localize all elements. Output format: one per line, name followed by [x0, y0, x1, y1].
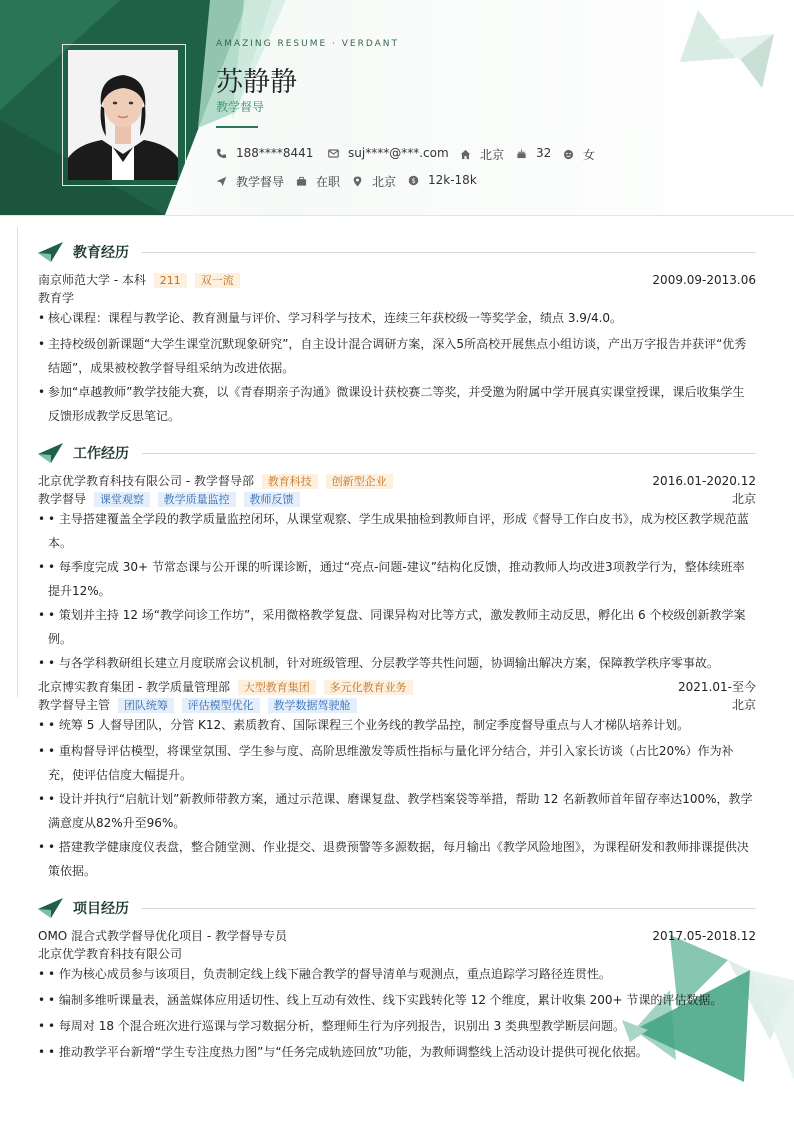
position-name: 教学督导主管: [38, 698, 111, 712]
section-flag-icon: [38, 443, 63, 463]
school-tag: 211: [154, 273, 187, 288]
section-flag-icon: [38, 242, 63, 262]
skill-tag: 教学数据驾驶舱: [268, 698, 357, 713]
job-position-row: [38, 490, 756, 508]
city-info: [352, 173, 396, 190]
job-dates: 2016.01-2020.12: [652, 474, 756, 488]
brand-label: AMAZING RESUME · VERDANT: [216, 39, 399, 49]
gender-info: [563, 146, 595, 163]
job-company-row: [38, 472, 756, 490]
list-item: • • 设计并执行“启航计划”新教师带教方案，通过示范课、磨课复盘、教学档案袋等举措，帮助 12 名新教师首年留存率达100%，教学满意度从82%升至96%。: [38, 792, 753, 830]
projects-divider: [142, 908, 756, 909]
company-name: 北京博实教育集团 - 教学质量管理部: [38, 680, 230, 694]
phone-info: [216, 146, 313, 160]
skill-tag: 课堂观察: [94, 492, 150, 507]
status-info: [296, 173, 340, 190]
company-name: 北京优学教育科技有限公司 - 教学督导部: [38, 474, 254, 488]
phone-icon: [216, 148, 227, 159]
education-heading: [38, 241, 129, 263]
project-name: OMO 混合式教学督导优化项目 - 教学督导专员: [38, 929, 288, 943]
intent-text: 教学督导: [236, 175, 285, 189]
education-dates: 2009.09-2013.06: [652, 273, 756, 287]
work-heading: [38, 442, 129, 464]
list-item: • • 每周对 18 个混合班次进行巡课与学习数据分析，整理师生行为序列报告，识别出 3 类典型教学断层问题。: [38, 1019, 626, 1033]
list-item: • 参加“卓越教师”教学技能大赛，以《青春期亲子沟通》微课设计获校赛二等奖，并受邀为附属中学开展真实课堂授课，课后收集学生反馈形成教学反思笔记。: [38, 385, 745, 423]
list-item: • • 主导搭建覆盖全学段的教学质量监控闭环，从课堂观察、学生成果抽检到教师自评，形成《督导工作白皮书》，成为校区教学规范蓝本。: [38, 512, 749, 550]
phone-text: 188****8441: [236, 146, 314, 160]
email-info: [328, 146, 449, 160]
projects-heading: [38, 897, 129, 919]
job-company-row: [38, 678, 756, 696]
cake-icon: [516, 148, 527, 159]
status-text: 在职: [316, 175, 341, 189]
gender-icon: [563, 149, 574, 160]
project-dates: 2017.05-2018.12: [652, 929, 756, 943]
title-underline: [216, 126, 258, 128]
school-tag: 双一流: [195, 273, 240, 288]
list-item: • • 推动教学平台新增“学生专注度热力图”与“任务完成轨迹回放”功能，为教师调整线上活动设计提供可视化依据。: [38, 1045, 648, 1059]
left-rule: [17, 227, 18, 697]
work-title: 工作经历: [73, 446, 129, 462]
profile-photo: [68, 50, 178, 180]
city-text: 北京: [372, 175, 397, 189]
list-item: • • 每季度完成 30+ 节常态课与公开课的听课诊断，通过“亮点-问题-建议”结构化反馈，推动教师人均改进3项教学行为，整体续班率提升12%。: [38, 560, 745, 598]
candidate-name: 苏静静: [216, 67, 297, 98]
job-position-row: [38, 696, 756, 714]
hometown-info: [460, 146, 504, 163]
list-item: • • 统筹 5 人督导团队，分管 K12、素质教育、国际课程三个业务线的教学品控，制定季度督导重点与人才梯队培养计划。: [38, 718, 690, 732]
work-divider: [142, 453, 756, 454]
list-item: • 核心课程：课程与教学论、教育测量与评价、学习科学与技术，连续三年获校级一等奖学金，绩点 3.9/4.0。: [38, 311, 623, 325]
age-info: [516, 146, 551, 160]
intent-info: [216, 173, 284, 190]
project-name-row: [38, 927, 756, 945]
money-icon: [408, 175, 419, 186]
company-tag: 创新型企业: [326, 474, 393, 489]
resume-header: [0, 0, 794, 216]
list-item: • • 编制多维听课量表，涵盖媒体应用适切性、线上互动有效性、线下实践转化等 12 个维度，累计收集 200+ 节课的评估数据。: [38, 993, 723, 1007]
list-item: • • 搭建教学健康度仪表盘，整合随堂测、作业提交、退费预警等多源数据，每月输出《教学风险地图》，为课程研发和教师排课提供决策依据。: [38, 840, 749, 878]
education-title: 教育经历: [73, 245, 129, 261]
job-location: 北京: [731, 698, 756, 712]
skill-tag: 评估模型优化: [182, 698, 260, 713]
candidate-role: 教学督导: [216, 100, 265, 114]
salary-text: 12k-18k: [428, 173, 477, 187]
skill-tag: 教师反馈: [244, 492, 300, 507]
hometown-text: 北京: [480, 148, 505, 162]
list-item: • • 与各学科教研组长建立月度联席会议机制，针对班级管理、分层教学等共性问题，协调输出解决方案，保障教学秩序零事故。: [38, 656, 719, 670]
education-divider: [142, 252, 756, 253]
list-item: • • 策划并主持 12 场“教学问诊工作坊”，采用微格教学复盘、同课异构对比等方式，激发教师主动反思，孵化出 6 个校级创新教学案例。: [38, 608, 746, 646]
position-name: 教学督导: [38, 492, 87, 506]
home-icon: [460, 149, 471, 160]
education-school-row: [38, 271, 756, 289]
email-text: suj****@***.com: [348, 146, 449, 160]
company-tag: 大型教育集团: [238, 680, 316, 695]
project-org: 北京优学教育科技有限公司: [38, 947, 183, 961]
skill-tag: 教学质量监控: [158, 492, 236, 507]
job-dates: 2021.01-至今: [678, 680, 756, 694]
section-flag-icon: [38, 898, 63, 918]
list-item: • • 作为核心成员参与该项目，负责制定线上线下融合教学的督导清单与观测点，重点追踪学习路径连贯性。: [38, 967, 611, 981]
location-icon: [352, 176, 363, 187]
company-tag: 教育科技: [262, 474, 318, 489]
company-tag: 多元化教育业务: [324, 680, 413, 695]
mail-icon: [328, 148, 339, 159]
gender-text: 女: [583, 148, 596, 162]
job-location: 北京: [731, 492, 756, 506]
projects-title: 项目经历: [73, 901, 129, 917]
school-name: 南京师范大学 - 本科: [38, 273, 146, 287]
briefcase-icon: [296, 176, 307, 187]
salary-info: [408, 173, 477, 187]
svg-text:$: $: [411, 176, 416, 185]
age-text: 32: [536, 146, 552, 160]
send-icon: [216, 176, 227, 187]
list-item: • • 重构督导评估模型，将课堂氛围、学生参与度、高阶思维激发等质性指标与量化评分结合，并引入家长访谈（占比20%）作为补充，使评估信度大幅提升。: [38, 744, 734, 782]
education-major: 教育学: [38, 291, 75, 305]
list-item: • 主持校级创新课题“大学生课堂沉默现象研究”，自主设计混合调研方案，深入5所高校开展焦点小组访谈，产出万字报告并获评“优秀结题”，成果被校教学督导组采纳为改进依据。: [38, 337, 747, 375]
skill-tag: 团队统筹: [118, 698, 174, 713]
